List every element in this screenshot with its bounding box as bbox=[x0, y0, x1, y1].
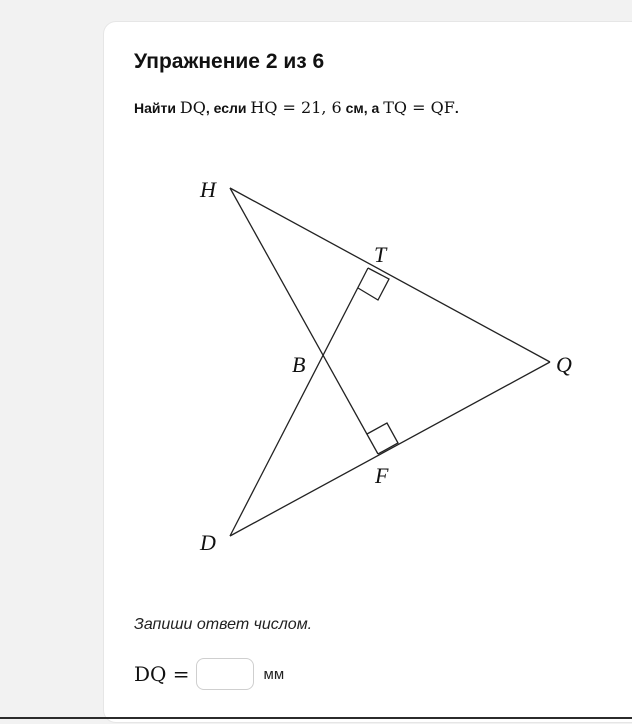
right-angle-marker-F bbox=[367, 423, 398, 454]
point-label-F: F bbox=[375, 463, 389, 488]
answer-unit: мм bbox=[263, 665, 285, 683]
task-condition-1: HQ = 21, 6 bbox=[250, 98, 342, 117]
exercise-title: Упражнение 2 из 6 bbox=[134, 50, 325, 73]
bottom-divider bbox=[0, 717, 632, 719]
right-angle-marker-T bbox=[358, 268, 389, 300]
answer-row bbox=[134, 658, 284, 690]
segment-DT bbox=[230, 268, 368, 536]
answer-label: DQ = bbox=[134, 662, 190, 686]
point-label-H: H bbox=[200, 177, 216, 202]
task-if: , если bbox=[205, 100, 251, 116]
task-end: . bbox=[454, 100, 459, 116]
point-label-B: B bbox=[292, 352, 306, 377]
task-unit: см, а bbox=[341, 100, 384, 116]
exercise-card bbox=[104, 22, 632, 722]
point-label-D: D bbox=[200, 530, 216, 555]
task-prefix: Найти bbox=[134, 100, 180, 116]
point-label-Q: Q bbox=[556, 352, 572, 377]
answer-input[interactable] bbox=[196, 658, 254, 690]
segment-QD bbox=[230, 362, 550, 536]
point-label-T: T bbox=[374, 242, 387, 267]
task-condition-2: TQ = QF bbox=[383, 98, 455, 117]
answer-hint: Запиши ответ числом. bbox=[134, 616, 313, 633]
geometry-diagram bbox=[104, 22, 632, 582]
task-target: DQ bbox=[179, 98, 206, 117]
